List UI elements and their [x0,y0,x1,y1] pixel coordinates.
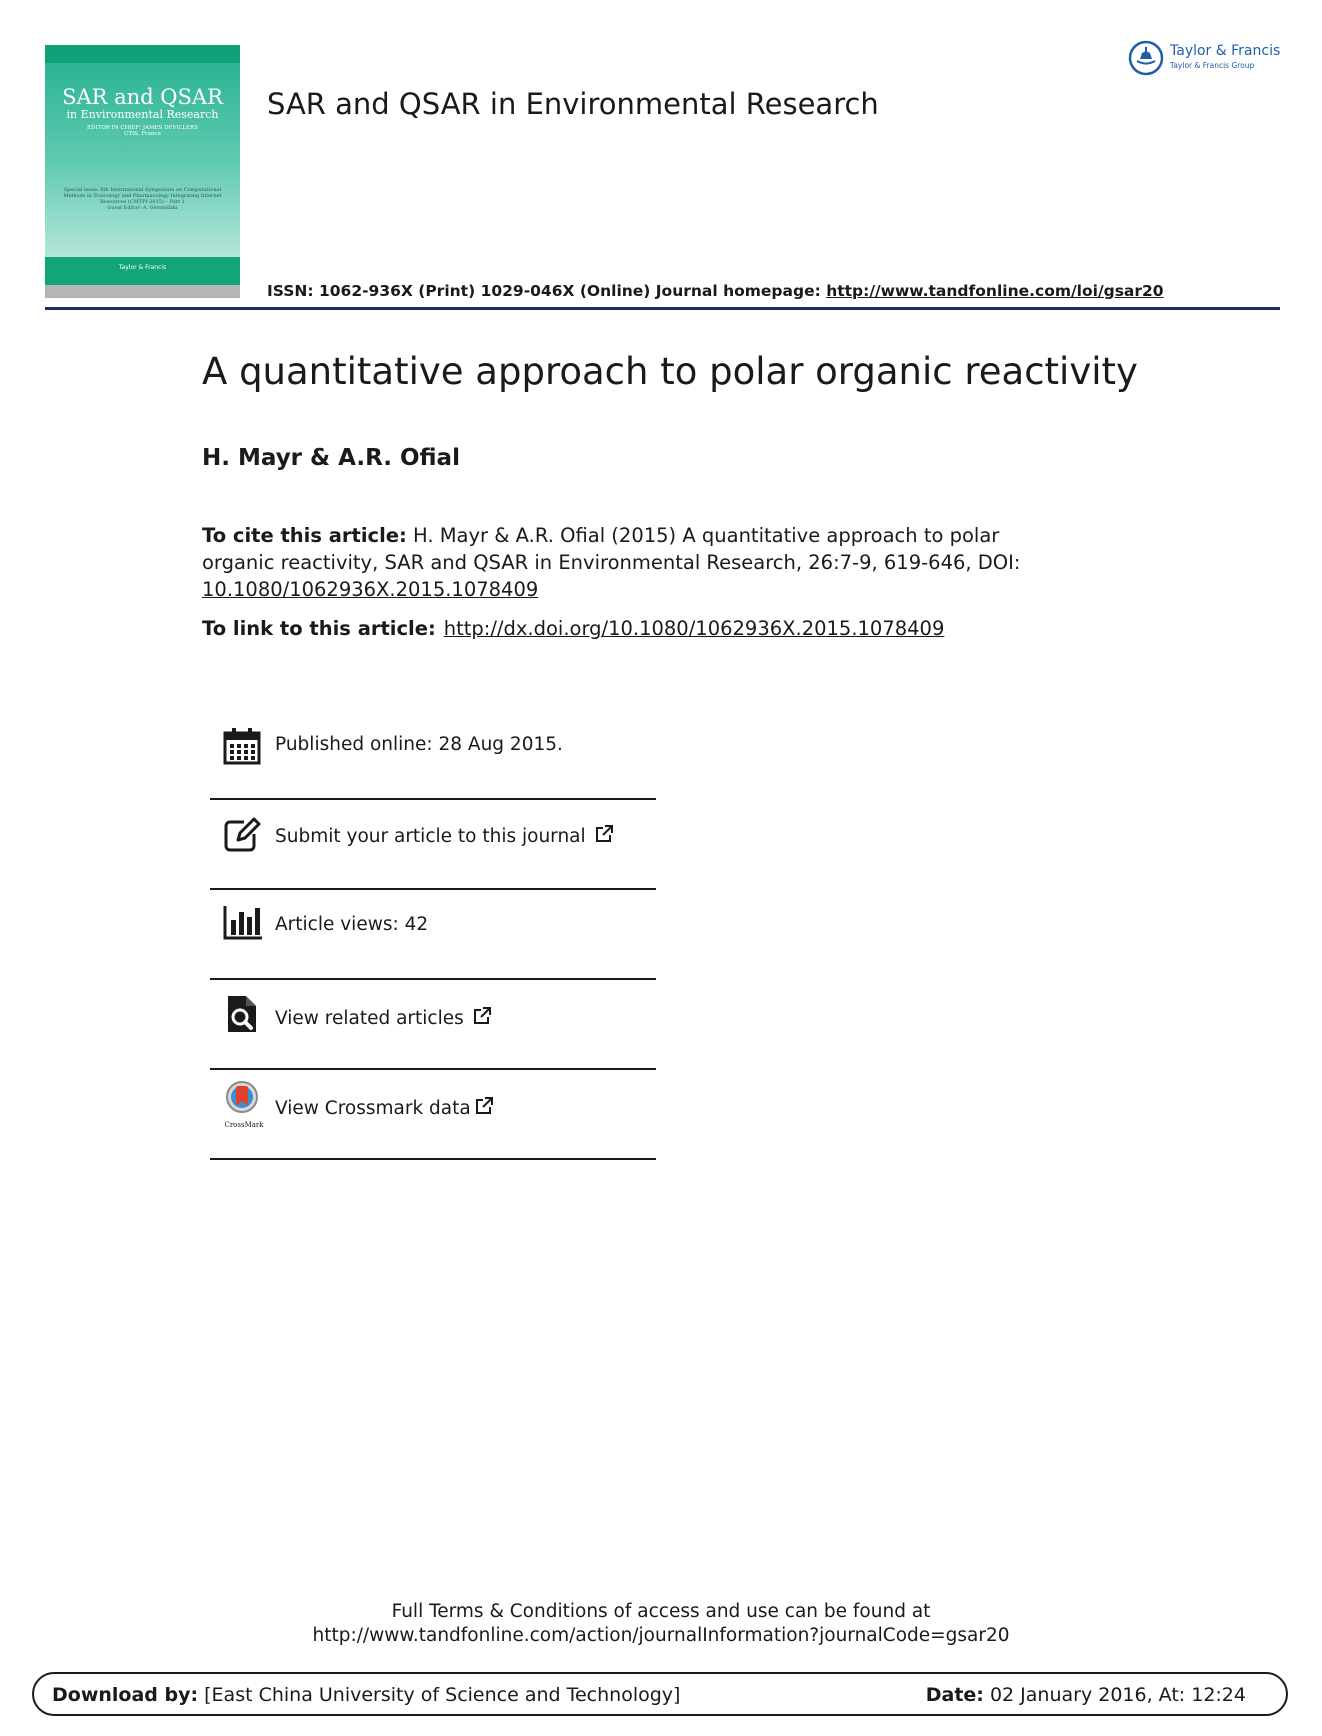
article-views-item [210,898,656,958]
related-articles-label: View related articles [275,1008,464,1029]
crossmark-label: View Crossmark data [275,1098,471,1119]
article-authors: H. Mayr & A.R. Ofial [202,445,460,471]
terms-line-1: Full Terms & Conditions of access and use can be found at [391,1601,931,1622]
article-doi-link[interactable]: http://dx.doi.org/10.1080/1062936X.2015.1078409 [443,617,945,640]
terms-line-2[interactable]: http://www.tandfonline.com/action/journalInformation?journalCode=gsar20 [312,1625,1010,1646]
article-link-label: To link to this article: [202,617,436,640]
published-online-text: Published online: 28 Aug 2015. [275,734,563,755]
download-by-label: Download by: [52,1684,199,1706]
cover-editor [45,125,240,137]
issn-line [267,282,1164,300]
journal-cover [45,45,240,298]
cover-guest-editor: Guest Editor: A. Gerenidaki [107,205,178,211]
search-document-icon [222,994,262,1034]
cover-top-band [45,45,240,63]
cover-grey-bar [45,285,240,298]
header-rule [45,307,1280,310]
related-articles-text [275,1006,492,1029]
external-link-icon [594,824,614,844]
crossmark-icon [222,1080,262,1120]
divider [210,798,656,800]
cover-editor-name: EDITOR IN CHIEF: JAMES DEVILLERS [87,125,198,131]
publisher-group: Taylor & Francis Group [1170,61,1255,70]
download-date-label: Date: [925,1684,984,1706]
citation-label: To cite this article: [202,524,407,547]
cover-special-issue [53,187,232,211]
publisher-logo[interactable] [1128,40,1288,76]
download-by [52,1684,680,1706]
cover-special-issue-text: Special issue: 8th International Symposium on Computational Methods in Toxicology and Pharmacology Integrating Internet Resources (CMTPI-2015) – Part 1 [63,187,222,205]
publisher-name: Taylor & Francis [1170,43,1281,59]
external-link-icon [474,1096,494,1116]
submit-article-item[interactable] [210,810,656,870]
divider [210,888,656,890]
published-online-item [210,722,656,772]
crossmark-item[interactable] [210,1080,656,1140]
crossmark-icon-label: CrossMark [224,1121,264,1129]
edit-icon [222,814,262,854]
divider [210,1158,656,1160]
journal-title: SAR and QSAR in Environmental Research [267,87,879,121]
bar-chart-icon [222,902,262,942]
download-date [926,1684,1246,1706]
download-by-value: [East China University of Science and Technology] [198,1684,681,1706]
journal-homepage-link[interactable]: http://www.tandfonline.com/loi/gsar20 [826,282,1164,300]
terms-and-conditions [0,1600,1322,1648]
download-date-value: 02 January 2016, At: 12:24 [983,1684,1246,1706]
submit-article-label: Submit your article to this journal [275,826,586,847]
submit-article-text [275,824,614,847]
divider [210,1068,656,1070]
cover-title: SAR and QSAR [62,85,223,109]
article-title: A quantitative approach to polar organic reactivity [202,350,1138,393]
related-articles-item[interactable] [210,990,656,1050]
download-info-box [32,1672,1288,1716]
taylor-francis-logo-icon [1128,40,1164,76]
external-link-icon [472,1006,492,1026]
cover-subtitle: in Environmental Research [66,108,219,121]
divider [210,978,656,980]
citation-text: H. Mayr & A.R. Ofial (2015) A quantitative approach to polar organic reactivity, SAR and QSAR in Environmental Research, 26:7-9, 619-646, DOI: [202,524,1021,574]
crossmark-text [275,1096,494,1119]
citation-block [202,522,1062,603]
calendar-icon [222,726,262,766]
citation-doi-link[interactable]: 10.1080/1062936X.2015.1078409 [202,578,539,601]
cover-editor-affil: CTIS, France [124,131,161,137]
article-link-line [202,617,944,640]
issn-text: ISSN: 1062-936X (Print) 1029-046X (Online) Journal homepage: [267,282,827,300]
article-views-text: Article views: 42 [275,914,429,935]
cover-bottom-band [45,257,240,285]
cover-publisher: Taylor & Francis [118,264,167,271]
